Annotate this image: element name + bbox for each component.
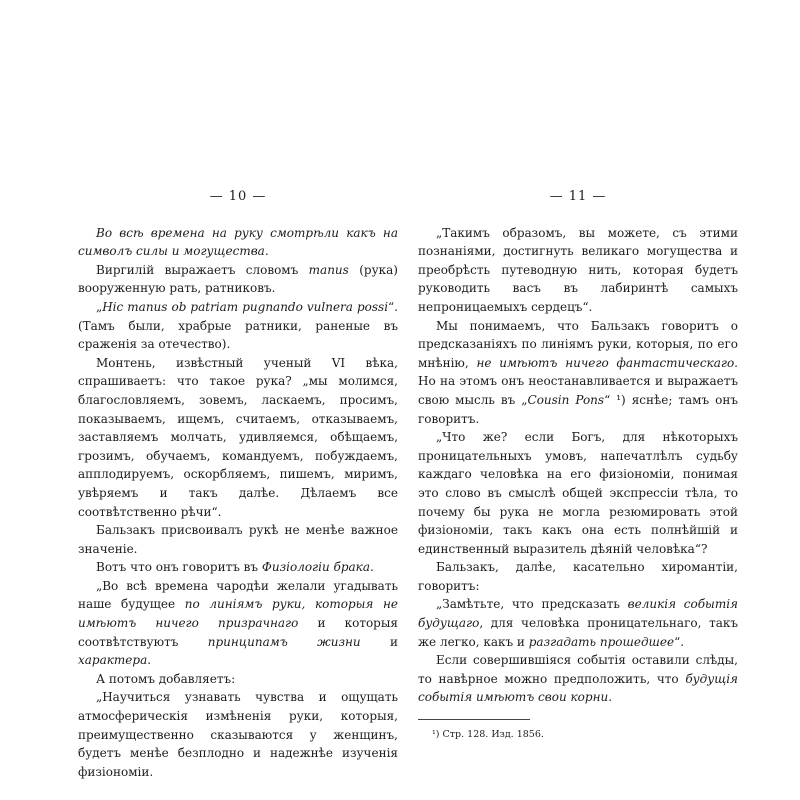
paragraph: Бальзакъ присвоивалъ рукѣ не менѣе важное значеніе.	[78, 523, 398, 556]
italic-text: по линіямъ руки, которыя не имѣютъ ничего призрачнаго	[78, 597, 398, 631]
paragraph: „Такимъ образомъ, вы можете, съ этими познаніями, достигнуть великаго могущества и преобрѣсть путеводную нить, которая будетъ руководить васъ въ лабиринтѣ самыхъ непроницаемыхъ сердецъ“.	[418, 225, 738, 314]
italic-text: Cousin Pons	[527, 392, 605, 407]
italic-text: будущія событія имѣютъ свои корни	[418, 671, 738, 705]
left-page	[78, 188, 398, 781]
footnote-divider	[418, 719, 530, 720]
italic-text: великія событія будущаго	[418, 597, 738, 631]
paragraph: „Hic manus ob patriam pugnando vulnera possi“. (Тамъ были, храбрые ратники, раненые въ сраженія за отечество).	[78, 299, 398, 352]
paragraph: „Замѣтьте, что предсказать великія событія будущаго, для человѣка проницательнаго, такъ же легко, какъ и разгадать прошедшее“.	[418, 597, 738, 649]
italic-text: характера	[78, 653, 148, 668]
paragraph: Мы понимаемъ, что Бальзакъ говоритъ о предсказаніяхъ по линіямъ руки, которыя, по его мнѣнію, не имѣютъ ничего фантастическаго. Но на этомъ онъ неостанавливается и выражаетъ свою мысль въ „Cousin Pons“ ¹) яснѣе; тамъ онъ говоритъ.	[418, 318, 738, 426]
page-number-right: — 11 —	[549, 189, 607, 204]
paragraph: „Во всѣ времена чародѣи желали угадывать наше будущее по линіямъ руки, которыя не имѣютъ ничего призрачнаго и которыя соотвѣтствуютъ принципамъ жизни и характера.	[78, 578, 398, 668]
italic-text: Физіологіи брака	[261, 560, 370, 575]
left-page-body	[78, 224, 398, 782]
paragraph: „Что же? если Богъ, для нѣкоторыхъ проницательныхъ умовъ, напечатлѣлъ судьбу каждаго человѣка на его физіономіи, понимая это слово въ смыслѣ общей экспрессіи тѣла, то почему бы рука не могла резюмировать этой физіономіи, такъ какъ она есть полнѣйшій и единственный выразитель дѣяній человѣка“?	[418, 430, 738, 556]
italic-text: manus	[308, 262, 349, 277]
italic-text: Во всѣ времена на руку смотрѣли какъ на символъ силы и могущества.	[78, 225, 398, 259]
paragraph: Виргилій выражаетъ словомъ manus (рука) вооруженную рать, ратниковъ.	[78, 262, 398, 296]
paragraph: А потомъ добавляетъ:	[96, 671, 236, 686]
paragraph: Вотъ что онъ говоритъ въ Физіологіи брака.	[96, 560, 374, 575]
italic-text: принципамъ жизни	[207, 634, 361, 649]
italic-text: не имѣютъ ничего фантастическаго	[476, 355, 735, 370]
paragraph: „Научиться узнавать чувства и ощущать атмосферическія измѣненія руки, которыя, преимущественно сказываются у женщинъ, будетъ менѣе безплодно и надежнѣе изученія физіономіи.	[78, 690, 398, 779]
paragraph: Бальзакъ, далѣе, касательно хиромантіи, говоритъ:	[418, 560, 738, 593]
paragraph: Монтень, извѣстный ученый VI вѣка, спрашиваетъ: что такое рука? „мы молимся, благословляемъ, зовемъ, ласкаемъ, просимъ, показываемъ, ищемъ, считаемъ, отказываемъ, заставляемъ молчать, удивляемся, обѣщаемъ, грозимъ, обучаемъ, командуемъ, побуждаемъ, апплодируемъ, оскорбляемъ, пишемъ, миримъ, увѣряемъ и такъ далѣе. Дѣлаемъ все соотвѣтственно рѣчи“.	[78, 355, 398, 519]
right-page	[418, 188, 738, 741]
footnote: ¹) Стр. 128. Изд. 1856.	[432, 729, 544, 741]
paragraph: Если совершившіяся событія оставили слѣды, то навѣрное можно предположить, что будущія событія имѣютъ свои корни.	[418, 653, 738, 705]
italic-text: Hic manus ob patriam pugnando vulnera possi	[102, 299, 389, 314]
paragraph	[78, 224, 398, 261]
page-number-left: — 10 —	[209, 189, 267, 204]
right-page-body	[418, 224, 738, 707]
italic-text: разгадать прошедшее	[528, 634, 675, 649]
